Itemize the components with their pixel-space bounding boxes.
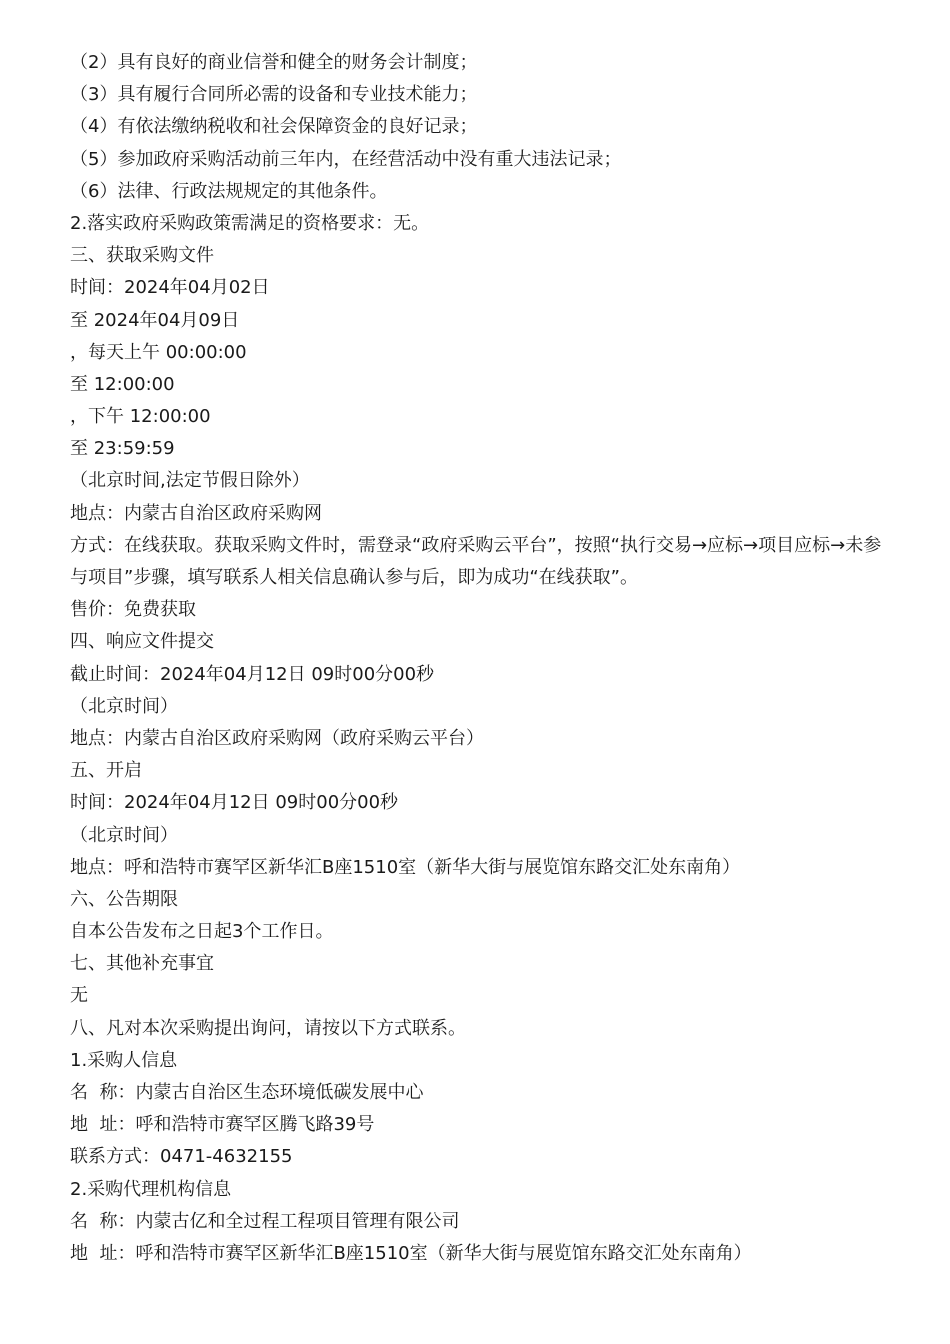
purchaser-info-heading: 1.采购人信息 xyxy=(70,1049,178,1071)
section-heading-contact: 八、凡对本次采购提出询问，请按以下方式联系。 xyxy=(70,1017,466,1039)
purchaser-address: 地 址：呼和浩特市赛罕区腾飞路39号 xyxy=(70,1114,375,1136)
qualification-item-4: （4）有依法缴纳税收和社会保障资金的良好记录； xyxy=(70,116,478,138)
obtain-morning-start: ，每天上午 00:00:00 xyxy=(70,341,247,363)
section-heading-obtain-documents: 三、获取采购文件 xyxy=(70,245,214,267)
other-matters: 无 xyxy=(70,985,88,1007)
policy-requirement: 2.落实政府采购政策需满足的资格要求：无。 xyxy=(70,212,430,234)
obtain-timezone-note: （北京时间,法定节假日除外） xyxy=(70,470,310,492)
qualification-item-6: （6）法律、行政法规规定的其他条件。 xyxy=(70,180,388,202)
qualification-item-3: （3）具有履行合同所必需的设备和专业技术能力； xyxy=(70,84,478,106)
opening-time: 时间：2024年04月12日 09时00分00秒 xyxy=(70,792,399,814)
obtain-price: 售价：免费获取 xyxy=(70,599,196,621)
section-heading-submission: 四、响应文件提交 xyxy=(70,631,214,653)
submission-location: 地点：内蒙古自治区政府采购网（政府采购云平台） xyxy=(70,727,484,749)
obtain-time-start: 时间：2024年04月02日 xyxy=(70,277,270,299)
submission-deadline: 截止时间：2024年04月12日 09时00分00秒 xyxy=(70,663,435,685)
qualification-item-2: （2）具有良好的商业信誉和健全的财务会计制度； xyxy=(70,52,478,73)
qualification-item-5: （5）参加政府采购活动前三年内，在经营活动中没有重大违法记录； xyxy=(70,148,622,170)
obtain-afternoon-end: 至 23:59:59 xyxy=(70,438,175,460)
section-heading-notice-period: 六、公告期限 xyxy=(70,888,178,910)
obtain-time-end: 至 2024年04月09日 xyxy=(70,309,240,331)
opening-location: 地点：呼和浩特市赛罕区新华汇B座1510室（新华大街与展览馆东路交汇处东南角） xyxy=(70,856,741,878)
agency-name: 名 称：内蒙古亿和全过程工程项目管理有限公司 xyxy=(70,1210,460,1232)
obtain-location: 地点：内蒙古自治区政府采购网 xyxy=(70,502,322,524)
obtain-morning-end: 至 12:00:00 xyxy=(70,373,175,395)
section-heading-other-matters: 七、其他补充事宜 xyxy=(70,953,214,975)
submission-timezone-note: （北京时间） xyxy=(70,695,178,717)
obtain-method: 方式：在线获取。获取采购文件时，需登录“政府采购云平台”，按照“执行交易→应标→项目应标→未参与项目”步骤，填写联系人相关信息确认参与后，即为成功“在线获取”。 xyxy=(70,534,882,589)
agency-info-heading: 2.采购代理机构信息 xyxy=(70,1178,232,1200)
section-heading-opening: 五、开启 xyxy=(70,760,142,782)
notice-period: 自本公告发布之日起3个工作日。 xyxy=(70,921,334,943)
opening-timezone-note: （北京时间） xyxy=(70,824,178,846)
purchaser-name: 名 称：内蒙古自治区生态环境低碳发展中心 xyxy=(70,1082,424,1104)
agency-address: 地 址：呼和浩特市赛罕区新华汇B座1510室（新华大街与展览馆东路交汇处东南角） xyxy=(70,1242,752,1264)
obtain-afternoon-start: ，下午 12:00:00 xyxy=(70,406,211,428)
purchaser-contact: 联系方式：0471-4632155 xyxy=(70,1146,293,1168)
document-body xyxy=(70,47,900,1270)
